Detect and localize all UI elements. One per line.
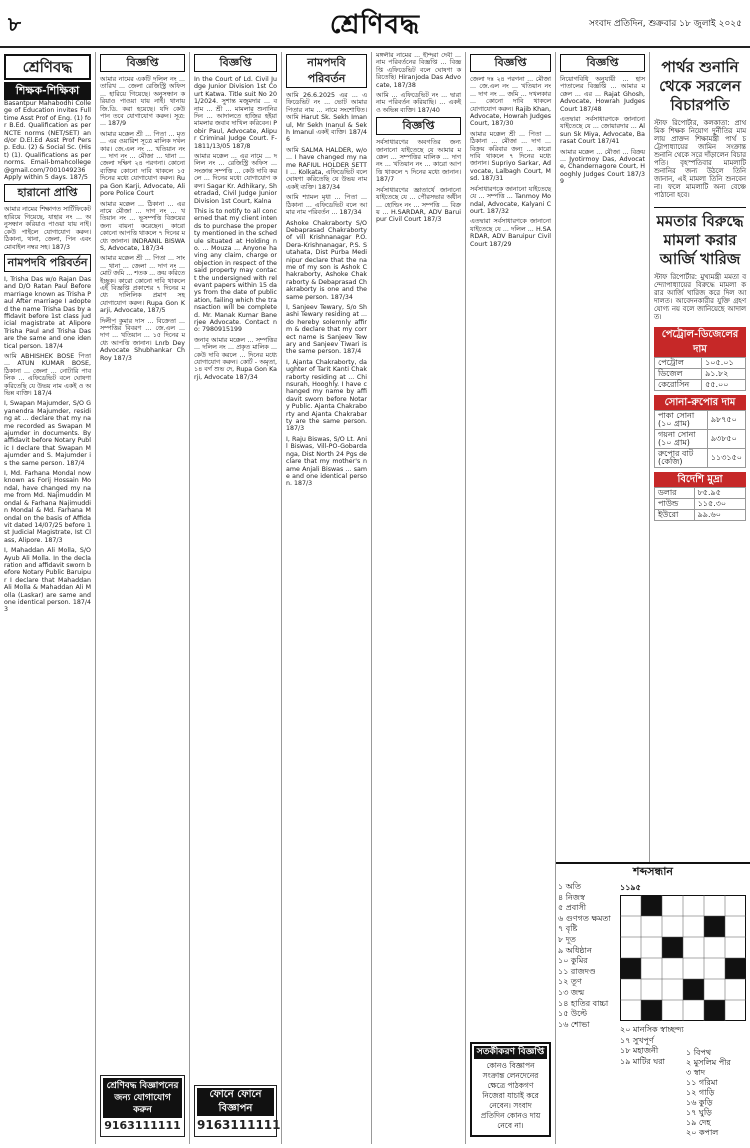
- table-row: [655, 499, 746, 510]
- notice-ad: জনাব আমার মক্কেল ... সম্পত্তির ... দলিল নং ... প্রকৃত মালিক ... কেউ দাবি করলে ... দিনের মধ্যে যোগাযোগ করুন। কোর্ট - অমৃতা, ১৪ বর্গ শুভ দে, Rupa Gon Karji, Advocate 187/34: [194, 336, 277, 381]
- clue: ১৫ উল্টে: [558, 1009, 588, 1019]
- column-1: [0, 52, 96, 1144]
- clue: ১৭ ঘুড়ি: [686, 1108, 712, 1117]
- name-change-ad: I, Trisha Das w/o Rajan Das and D/O Ratan Paul Before marriage known as Trisha Paul After marriage I adopted the name Trisha Das by affidavit before 1st class judicial magistrate at Alipore Trisha Paul and Trisha Das are the same and one identical person. 187/4: [4, 275, 91, 350]
- cell: রুপোর বাট (কেজি): [655, 449, 708, 468]
- column-5: [372, 52, 466, 1144]
- clue: ১২ গাড়ি: [686, 1088, 715, 1097]
- notice-ad: আমি ... এফিডেভিট নং ... দ্বারা নাম পরিবর্তন করিয়াছি। ... একই ও অভিন্ন ব্যক্তি। 187/40: [376, 92, 461, 114]
- column-6: [466, 52, 556, 1144]
- puzzle-number: ১১৯৫: [620, 883, 641, 892]
- warning-box: [470, 1042, 551, 1137]
- cell: গয়না সোনা (১০ গ্রাম): [655, 430, 708, 449]
- notice-ad: মঙ্গলীর নামের ... ইন্দিরা দেবী ... নাম পরিবর্তনের বিজ্ঞপ্তি ... বিজ্ঞপ্তি এফিডেভিট বলে ঘোষণা করিতেছি। Hiranjoda Das Advocate, 187/38: [376, 52, 461, 89]
- warning-text: কোনও বিজ্ঞাপন সংক্রান্ত লেনদেনের ক্ষেত্রে পাঠকগণ নিজেরা যাচাই করে নেবেন। সংবাদ প্রতিদিন কোনও দায় নেবে না।: [480, 1061, 541, 1130]
- phone-promo-number: 9163111111: [197, 1118, 281, 1132]
- promo-text: শ্রেণিবদ্ধ বিজ্ঞাপনের জন্য যোগাযোগ করুন: [103, 1078, 182, 1118]
- lost-ad: আমার নামের শিক্ষাগত সার্টিফিকেট হারিয়ে গিয়েছে, যাহার নং ... অনুসন্ধান করিয়াও পাওয়া যায় নাই। কেউ পাইলে যোগাযোগ করুন। ঠিকানা, থানা, জেলা, পিন এবং মোবাইল নম্বর সহ। 187/3: [4, 206, 91, 251]
- table-row: [655, 411, 746, 430]
- notice-ad: আমার মক্কেল শ্রী ... পিতা ... মৃত ... এর ওয়ারিশ সূত্রে মালিক দখলকার। জে.এল নং ... খতিয়ান নং ... দাগ নং ... মৌজা ... থানা ... জেলা দক্ষিণ ২৪ পরগনা। কোনো ব্যক্তির কোনো দাবি থাকলে ১৫ দিনের মধ্যে যোগাযোগ করুন। Rupa Gon Karji, Advocate, Alipore Police Court: [100, 130, 185, 198]
- clue: ৭ বৃষ্টি: [558, 924, 578, 934]
- phone-promo-box: [194, 1085, 281, 1137]
- notice-ad: আমার মক্কেল ... এর নামে ... দলিল নং ... রেজিস্ট্রি অফিস ... সংক্রান্ত সম্পত্তি ... কেউ দাবি করলে ... দিনের মধ্যে যোগাযোগ করুন। Sagar Kr. Adhikary, Shetradad, Civil Judge Junior Division 1st Court, Kalna: [194, 153, 277, 205]
- crossword-grid[interactable]: [620, 895, 746, 1021]
- cell: পেট্রোল: [655, 358, 702, 369]
- page-number: ৮: [8, 12, 21, 36]
- forex-table: [654, 487, 746, 521]
- notice-ad: আমার মক্কেল ... মৌজা ... বিক্রয় ... Jyotirmoy Das, Advocate, Chandernagore Court, Hooghly Judges Court 187/39: [560, 148, 645, 186]
- notice-ad: নিয়োগবিধি অনুযায়ী ... হাসপাতালের বিজ্ঞপ্তি ... আমার মক্কেল ... এর ... Rajat Ghosh, Advocate, Howrah Judges Court 187/48: [560, 76, 645, 113]
- clue: ২০ কপাল: [686, 1128, 719, 1137]
- clue: ১ বিপথ: [686, 1048, 712, 1057]
- headline-1: পার্থর শুনানি থেকে সরলেন বিচারপতি: [659, 58, 741, 114]
- cell: ডলার: [655, 488, 695, 499]
- notice-ad: এতদ্বারা সর্বসাধারণকে জানানো যাইতেছে যে ... দলিল ... H.SARDAR, ADV Baruipur Civil Court 187/29: [470, 218, 551, 248]
- clue: ১৬ শোভা: [558, 1019, 590, 1029]
- table-row: [655, 369, 746, 380]
- clue: ১০ কুমির: [558, 956, 588, 966]
- crossword-clues-left: [558, 882, 618, 1030]
- section-sreni: শ্রেণিবদ্ধ: [4, 54, 91, 80]
- column-7: [556, 52, 650, 862]
- table-row: [655, 510, 746, 521]
- section-bigyapti: বিজ্ঞপ্তি: [470, 54, 551, 72]
- cell: ডিজেল: [655, 369, 702, 380]
- notice-ad: জেলা দঃ ২৪ পরগনা ... মৌজা ... জে.এল নং ... খতিয়ান নং ... দাগ নং ... জমি ... দখলকার ... কোনো দাবি থাকলে যোগাযোগ করুন। Rajib Khan, Advocate, Howrah Judges Court, 187/30: [470, 76, 551, 128]
- cell: ৯১.৮২: [702, 369, 746, 380]
- section-lost: হারানো প্রাপ্তি: [4, 184, 91, 202]
- news-body-2: স্টাফ রিপোর্টার: মুখ্যমন্ত্রী মমতা বন্দ্যোপাধ্যায়ের বিরুদ্ধে মামলা করার আর্জি খারিজ করে দিল আদালত। আবেদনকারীর যুক্তি গ্রহণযোগ্য নয় বলে জানিয়েছে আদালত।: [654, 273, 746, 321]
- clue: ১১ রাজদণ্ড: [558, 966, 596, 976]
- phone-promo-label: ফোনে ফোনে বিজ্ঞাপন: [197, 1088, 274, 1116]
- name-change-ad: Ashoke Chakraborty S/O Debaprasad Chakraborty of vill Krishnanagar P.O. Dera-Krishnanagar, P.S. Sutahata, Dist Purba Medinipur declare that the name of my son is Ashok Chakraborty, Ashoke Chakraborty & Debaprasad Chakraborty is one and the same person. 187/34: [286, 219, 367, 301]
- section-teacher: শিক্ষক-শিক্ষিকা: [4, 82, 91, 100]
- cell: পাকা সোনা (১০ গ্রাম): [655, 411, 708, 430]
- section-name-change: নামপদবি পরিবর্তন: [286, 54, 367, 88]
- name-change-ad: I, Raju Biswas, S/O Lt. Anil Biswas, Vill-PO-Gobardanga, Dist North 24 Pgs declare that my mother's name Anjali Biswas ... same and one identical person. 187/3: [286, 435, 367, 488]
- clue: ১৯ দেহ: [686, 1118, 711, 1127]
- crossword-title: শব্দসন্ধান: [633, 865, 673, 878]
- table-row: [655, 449, 746, 468]
- clue: ১৪ হাতির বাচ্চা: [558, 998, 609, 1008]
- notice-ad: আমার মক্কেল শ্রী ... পিতা ... ঠিকানা ... মৌজা ... দাগ ... বিক্রয় করিবার জন্য ... কারো দাবি থাকলে ৭ দিনের মধ্যে জানান। Supriyo Sarkar, Advocate, Lalbagh Court, Msd. 187/31: [470, 130, 551, 183]
- teacher-ad: Basantpur Mahabodhi College of Education invites Full time Asst Prof of Eng. (1) for B.Ed. Qualification as per NCTE norms (NET/SET) and/or D.El.Ed Asst Prof Persp. Edu. (2) & Social Sc. (Hist) (1). Qualifications as per norms. Email-bmahcollege@gmail.com/7001049236 Apply within 5 days. 187/5: [4, 100, 91, 182]
- name-change-ad: I, Md. Farhana Mondal now known as Forij Hossain Mondal, have changed my name from Md. Najimuddin Mondal & Farhana Najimuddin Mondal & Md. Farhana Mondal on the basis of Affidavit dated 14/07/25 before 1st Judicial Magistrate, Ist Class, Alipore. 187/3: [4, 470, 91, 544]
- cell: ৯৯.৬০: [694, 510, 745, 521]
- cell: ইউরো: [655, 510, 695, 521]
- notice-ad: In the Court of Ld. Civil Judge Junior Division 1st Court Katwa. Title suit No 201/2024. সুশান্ত মজুমদার ... বনাম ... শ্রী ... মামলার শুনানির দিন ... আদালতে হাজির হইয়া মামলার জবাব দাখিল করিবেন। Pobir Paul, Advocate, Alipur Criminal Judge Court. F-1811/13/05 187/8: [194, 76, 277, 150]
- crossword-section: [556, 862, 750, 1148]
- name-change-ad: I, Ajanta Chakraborty, daughter of Tarit Kanti Chakraborty residing at ... Chinsurah, Hooghly. I have changed my name by affidavit sworn before Notary Public. Ajanta Chakraborty and Ajanta Chakrabarty are the same person. 187/3: [286, 358, 367, 433]
- clue: ৮ দূত: [558, 934, 576, 944]
- news-body-1: স্টাফ রিপোর্টার, কলকাতা: প্রাথমিক শিক্ষক নিয়োগ দুর্নীতির মামলায় প্রাক্তন শিক্ষামন্ত্রী পার্থ চট্টোপাধ্যায়ের জামিন সংক্রান্ত শুনানি থেকে সরে দাঁড়ালেন বিচারপতি। বৃহস্পতিবার মামলাটি শুনানির জন্য উঠলে তিনি জানান, এই মামলা তিনি শুনবেন না। ফলে মামলাটি অন্য বেঞ্চে পাঠানো হবে।: [654, 119, 746, 199]
- column-4: [282, 52, 372, 1144]
- masthead: শ্রেণিবদ্ধ: [329, 10, 421, 40]
- clue: ৩ স্বাদ: [686, 1068, 706, 1077]
- clue: ১২ তূণ: [558, 977, 582, 987]
- name-change-ad: I, Sanjeev Tewary, S/o Shashi Tewary residing at ... do hereby solemnly affirm & declare that my correct name is Sanjeev Tewary and Sanjeev Tiwari is the same person. 187/4: [286, 303, 367, 356]
- clue: ৯ অধিষ্ঠান: [558, 945, 592, 955]
- notice-ad: সর্বসাধারণকে জানানো যাইতেছে যে ... সম্পত্তি ... Tanmoy Mondal, Advocate, Kalyani Court. 187/32: [470, 185, 551, 215]
- clue: ৬ গুণগত ক্ষমতা: [558, 913, 611, 923]
- warning-title: সতর্কীকরণ বিজ্ঞপ্তি: [474, 1046, 547, 1059]
- clue: ১৬ কুড়ি: [686, 1098, 713, 1107]
- table-row: [655, 380, 746, 391]
- clue: ১৭ সুখপূর্ণ: [620, 1035, 654, 1045]
- column-3: [190, 52, 282, 1144]
- clue: ১৮ মহাজনী: [620, 1046, 659, 1056]
- page-header: [0, 0, 750, 48]
- clue: ৫ প্রবাসী: [558, 903, 587, 913]
- name-change-ad: আমি শ্যামল মৃধা ... পিতা ... ঠিকানা ... এফিডেভিট বলে আমার নাম পরিবর্তন ... 187/34: [286, 194, 367, 217]
- cell: পাউন্ড: [655, 499, 695, 510]
- table-row: [655, 358, 746, 369]
- headline-2: মমতার বিরুদ্ধে মামলা করার আর্জি খারিজ: [654, 207, 746, 269]
- crossword-clues-down: [686, 1048, 748, 1138]
- clue: ১ অতি: [558, 882, 581, 891]
- notice-ad: সর্বসাধারণের অবগতির জন্য জানানো যাইতেছে যে আমার মক্কেল ... সম্পত্তির মালিক ... দাগ নং ... খতিয়ান নং ... কারো আপত্তি থাকলে ৭ দিনের মধ্যে জানান। 187/7: [376, 139, 461, 184]
- dateline: সংবাদ প্রতিদিন, শুক্রবার ১৮ জুলাই ২০২৫: [588, 19, 742, 29]
- promo-phone: 9163111111: [104, 1119, 181, 1132]
- notice-ad: আমার নামের একটি দলিল নং ... তারিখ ... জেলা রেজিস্ট্রি অফিস ... হারিয়ে গিয়েছে। অনুসন্ধান করিয়াও পাওয়া যায় নাই। থানায় জি.ডি. করা হয়েছে। যদি কেউ পান তবে যোগাযোগ করুন। সূত্র: ... 187/9: [100, 76, 185, 128]
- notice-ad: আমার মক্কেল শ্রী ... পিতা ... সাং ... থানা ... জেলা ... দাগ নং ... মোট জমি ... শতক ... ক্রয় করিতে ইচ্ছুক। কারো কোনো দাবি থাকলে এই বিজ্ঞপ্তি প্রকাশের ৭ দিনের মধ্যে দালিলিক প্রমাণ সহ যোগাযোগ করুন। Rupa Gon Karji, Advocate, 187/5: [100, 255, 186, 315]
- forex-title: বিদেশি মুদ্রা: [654, 472, 746, 487]
- notice-ad: দিলীপ কুমার দাস ... বিক্রেতা ... সম্পত্তির বিবরণ ... জে.এল ... দাগ ... খতিয়ান ... ১৫ দিনের মধ্যে আপত্তি জানান। Lnrb Dey Advocate Shubhankar Ch Roy 187/3: [100, 317, 185, 362]
- clue: ১১ গরিমা: [686, 1078, 718, 1087]
- clue: ২ মুসলিম পীর: [686, 1058, 731, 1067]
- name-change-ad: আমি 26.6.2025 এর ... এফিডেভিট নং ... ভোট আমার পিতার নাম ... নামে সংশোধিত। আমি Harut Sk. Sekh Imanul, Mr Sekh Inanul & Sekh Imanul একই ব্যক্তি। 187/46: [286, 92, 367, 144]
- clue: ১৯ মাটির ঘরা: [620, 1056, 665, 1066]
- clue: ১৩ জন্ম: [558, 987, 585, 997]
- cell: ১০৫.০১: [702, 358, 746, 369]
- table-row: [655, 488, 746, 499]
- fuel-price-table: [654, 357, 746, 391]
- section-bigyapti: বিজ্ঞপ্তি: [194, 54, 277, 72]
- cell: কেরোসিন: [655, 380, 702, 391]
- cell: ১১৫.৩০: [694, 499, 745, 510]
- gold-price-table: [654, 410, 746, 468]
- notice-ad: This is to notify to all concerned that my client intends to purchase the property mentioned in the schedule situated at Holding no. ... Mouza ... Anyone having any claim, charge or objection in respect of the said property may contact the undersigned with relevant papers within 15 days from the date of publication, failing which the transaction will be completed. Mr. Manak Kumar Banerjee Advocate. Contact no: 7980915199: [194, 207, 277, 334]
- section-bigyapti: বিজ্ঞপ্তি: [376, 117, 461, 135]
- cell: ৯৮৭৫০: [707, 411, 745, 430]
- classified-promo-box: [100, 1075, 185, 1137]
- gold-price-title: সোনা-রুপোর দাম: [654, 395, 746, 410]
- clue: ৪ নিজস্ব: [558, 892, 585, 902]
- cell: ৮৫.৯৫: [694, 488, 745, 499]
- crossword-grid-wrap: [620, 882, 746, 1067]
- section-bigyapti: বিজ্ঞপ্তি: [560, 54, 645, 72]
- clue: ২০ মানসিক স্বাচ্ছন্দ্য: [620, 1025, 684, 1034]
- cell: ১১৩১৫০: [707, 449, 745, 468]
- cell: ৫৫.০০: [702, 380, 746, 391]
- notice-ad: সর্বসাধারণের জ্ঞাতার্থে জানানো যাইতেছে যে ... পৌরসভার অধীন ... হোল্ডিং নং ... সম্পত্তি ... বিক্রয় ... H.SARDAR, ADV Baruipur Civil Court 187/3: [376, 186, 461, 224]
- fuel-price-title: পেট্রোল-ডিজেলের দাম: [654, 327, 746, 357]
- cell: ৯৩৮৫০: [707, 430, 745, 449]
- name-change-ad: আমি SALMA HALDER, w/o ... I have changed my name RAFIUL HOLDER SETTI ... Kolkata, এফিডেভিট বলে ঘোষণা করিতেছি যে উভয় নাম একই ব্যক্তি। 187/34: [286, 146, 367, 191]
- name-change-ad: আমি ABHISHEK BOSE পিতা ... ATUN KUMAR BOSE, ঠিকানা ... জেলা ... নোটারি পাবলিক ... এফিডেভিট বলে ঘোষণা করিতেছি যে উভয় নাম একই ও অভিন্ন ব্যক্তি। 187/4: [4, 352, 91, 397]
- table-row: [655, 430, 746, 449]
- name-change-ad: I, Mahaddan Ali Molla, S/O Ayub Ali Molla. In the declaration and affidavit sworn before Notary Public Baruipur I declare that Mahaddan Ali Molla & Mahaddan Ali Molla (Laskar) are same and one identical person. 187/43: [4, 547, 91, 614]
- section-name-change: নামপদবি পরিবর্তন: [4, 254, 91, 272]
- section-bigyapti: বিজ্ঞপ্তি: [100, 54, 185, 72]
- notice-ad: আমার মক্কেল ... ঠিকানা ... এর নামে মৌজা ... দাগ নং ... খতিয়ান নং ... ভূসম্পত্তি বিক্রয়ের জন্য বায়না করেছেন। কারো কোনো আপত্তি থাকলে ৭ দিনের মধ্যে জানান। INDRANIL BISWAS, Advocate, 187/34: [100, 200, 185, 252]
- notice-ad: এতদ্বারা সর্বসাধারণকে জানানো যাইতেছে যে ... জোয়ারদার ... Alsun Sk Miya, Advocate, Barasat Court 187/41: [560, 116, 645, 146]
- column-2: [96, 52, 190, 1144]
- name-change-ad: I, Swapan Majumder, S/O Gyanendra Majumder, residing at ... declare that my name recorded as Swapan Majumder in documents. By affidavit before Notary Public I declare that Swapan Majumder and S. Majumder is the same person. 187/4: [4, 400, 91, 467]
- column-8: [650, 52, 750, 862]
